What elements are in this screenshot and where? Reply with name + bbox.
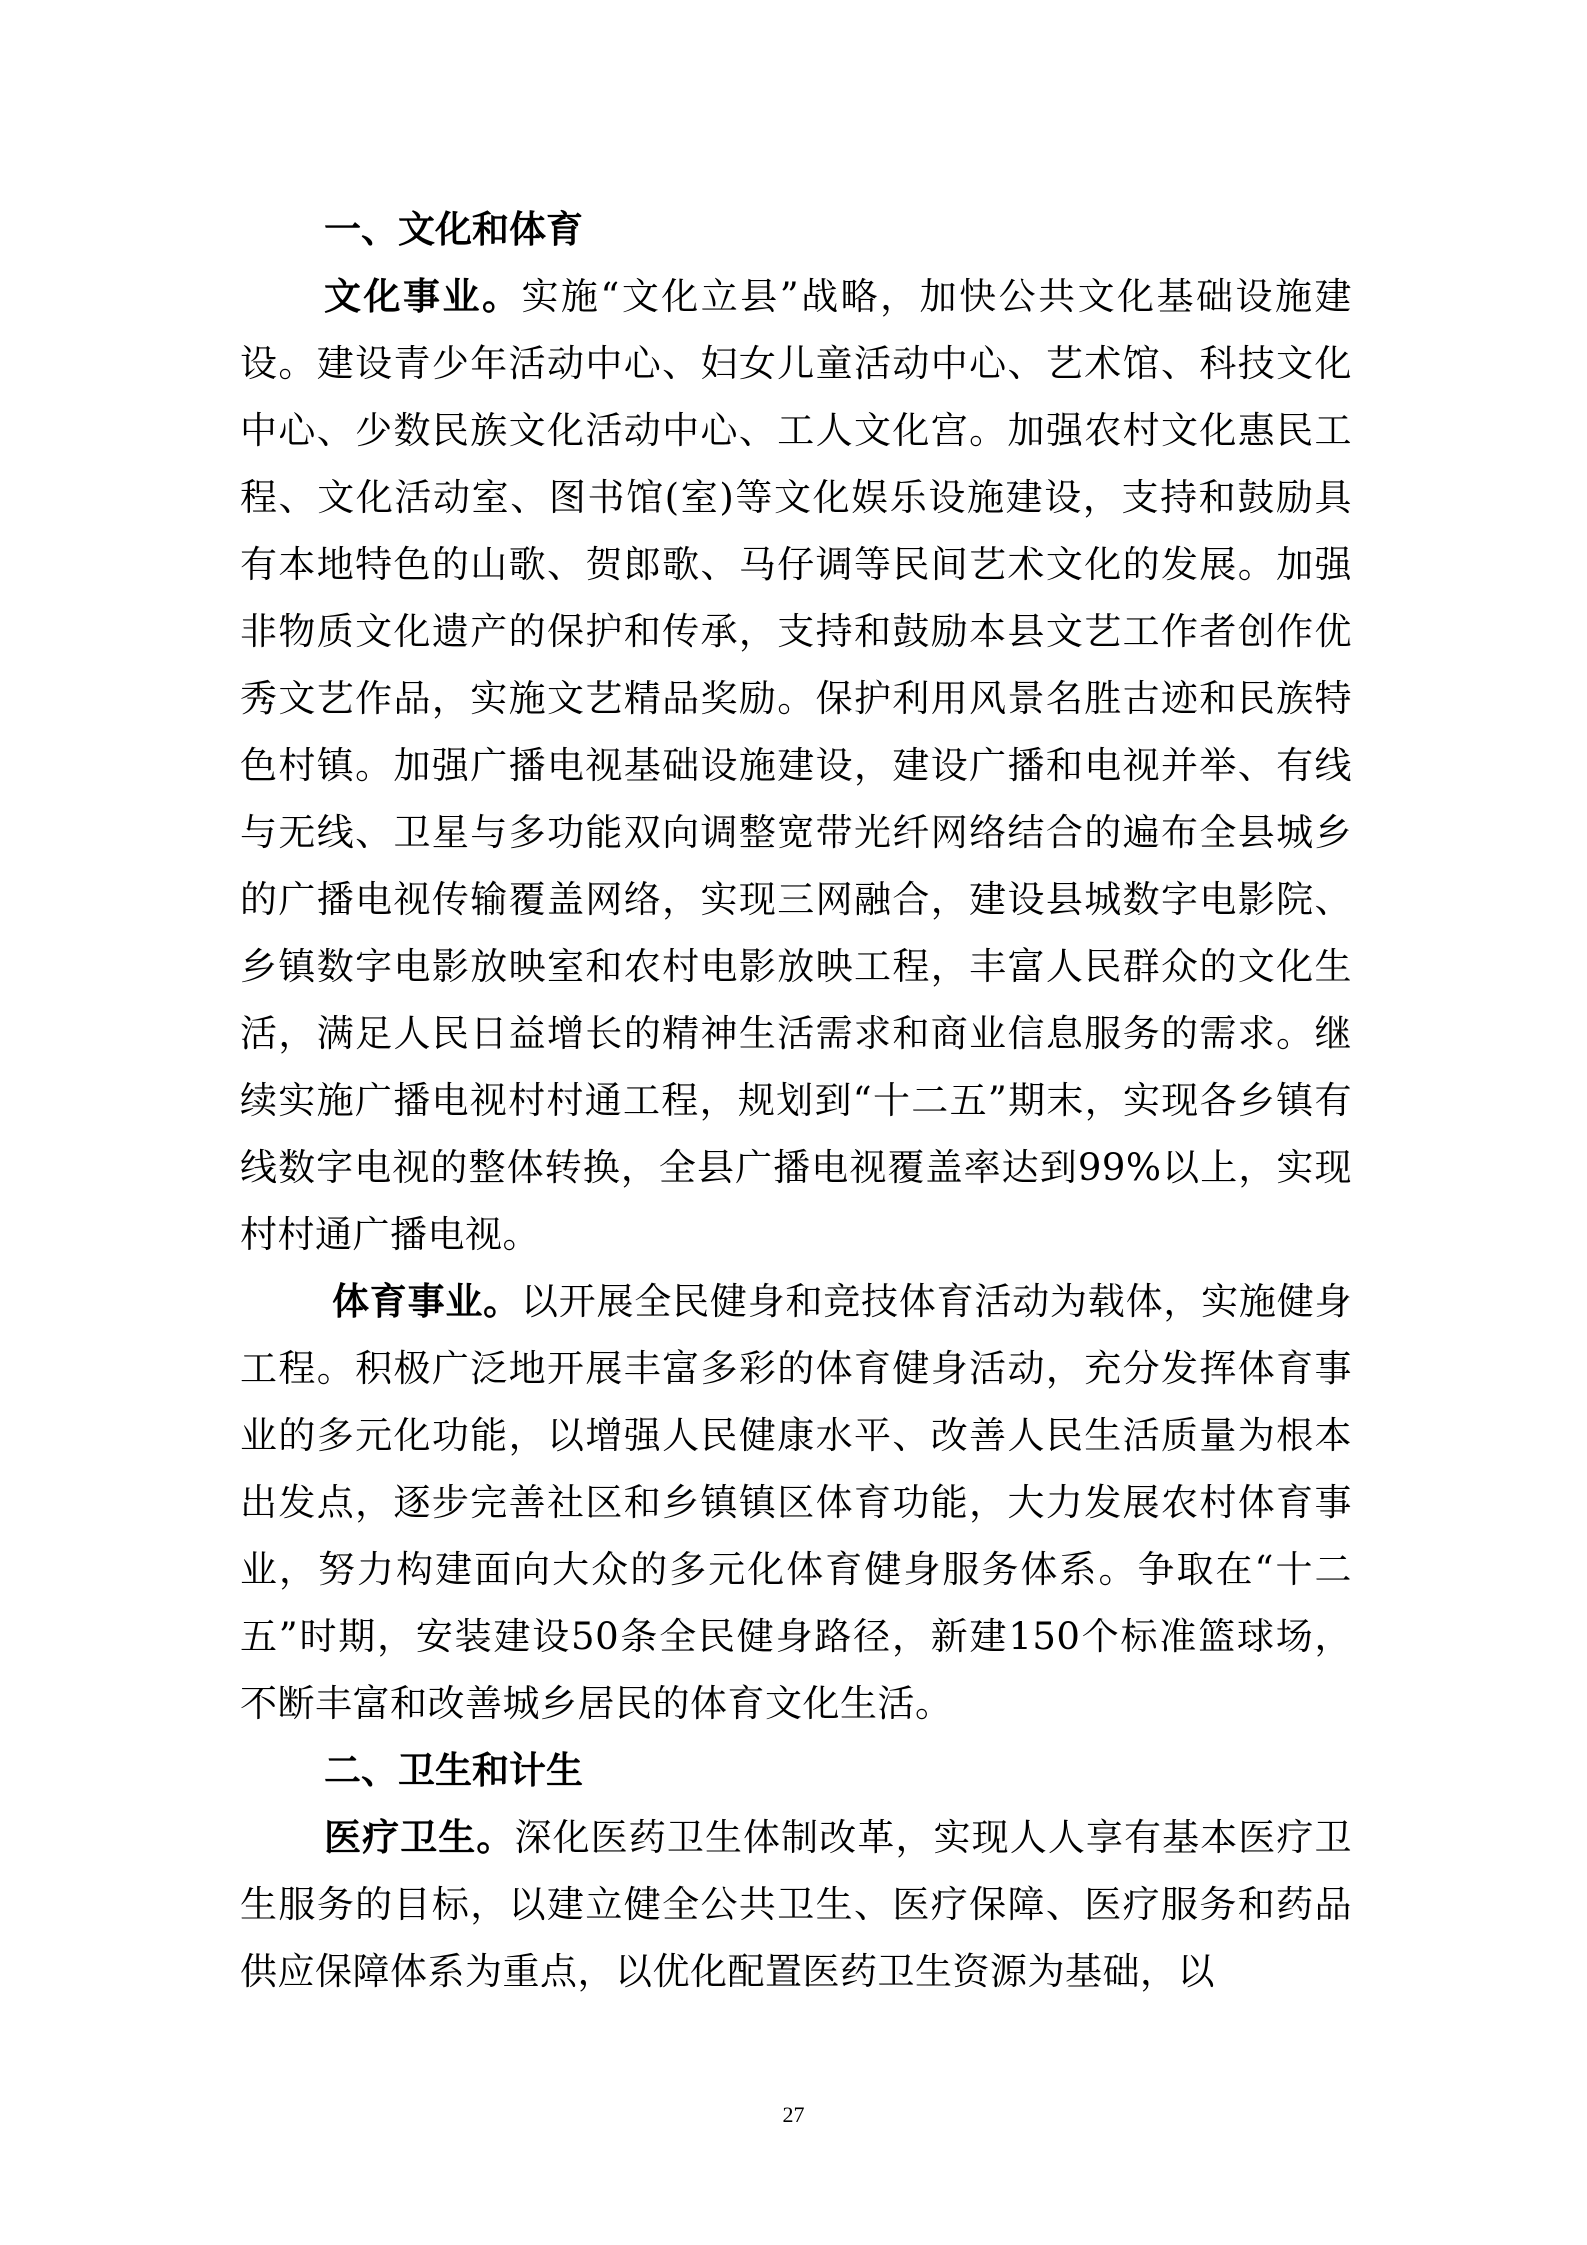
body-culture: 实施“文化立县”战略，加快公共文化基础设施建设。建设青少年活动中心、妇女儿童活动中心、艺术馆、科技文化中心、少数民族文化活动中心、工人文化宫。加强农村文化惠民工程、文化活动室、图书馆(室)等文化娱乐设施建设，支持和鼓励具有本地特色的山歌、贺郎歌、马仔调等民间艺术文化的发展。加强非物质文化遗产的保护和传承，支持和鼓励本县文艺工作者创作优秀文艺作品，实施文艺精品奖励。保护利用风景名胜古迹和民族特色村镇。加强广播电视基础设施建设，建设广播和电视并举、有线与无线、卫星与多功能双向调整宽带光纤网络结合的遍布全县城乡的广播电视传输覆盖网络，实现三网融合，建设县城数字电影院、乡镇数字电影放映室和农村电影放映工程，丰富人民群众的文化生活，满足人民日益增长的精神生活需求和商业信息服务的需求。继续实施广播电视村村通工程，规划到“十二五”期末，实现各乡镇有线数字电视的整体转换，全县广播电视覆盖率达到99%以上，实现村村通广播电视。 <box>240 275 1352 1256</box>
lead-sports: 体育事业。 <box>332 1279 521 1323</box>
page-content <box>240 196 1352 2005</box>
body-medical: 深化医药卫生体制改革，实现人人享有基本医疗卫生服务的目标，以建立健全公共卫生、医疗保障、医疗服务和药品供应保障体系为重点，以优化配置医药卫生资源为基础，以 <box>240 1816 1353 1993</box>
lead-culture: 文化事业。 <box>324 274 522 318</box>
paragraph-culture <box>240 263 1352 1268</box>
paragraph-sports <box>240 1268 1352 1737</box>
lead-medical: 医疗卫生。 <box>324 1815 515 1859</box>
page-number: 27 <box>782 2102 805 2127</box>
body-sports: 以开展全民健身和竞技体育活动为载体，实施健身工程。积极广泛地开展丰富多彩的体育健身活动，充分发挥体育事业的多元化功能，以增强人民健康水平、改善人民生活质量为根本出发点，逐步完善社区和乡镇镇区体育功能，大力发展农村体育事业，努力构建面向大众的多元化体育健身服务体系。争取在“十二五”时期，安装建设50条全民健身路径，新建150个标准篮球场，不断丰富和改善城乡居民的体育文化生活。 <box>240 1280 1353 1725</box>
section-heading-health-family: 二、卫生和计生 <box>324 1748 583 1792</box>
paragraph-medical <box>240 1804 1352 2005</box>
section-heading-culture-sports: 一、文化和体育 <box>324 207 583 251</box>
